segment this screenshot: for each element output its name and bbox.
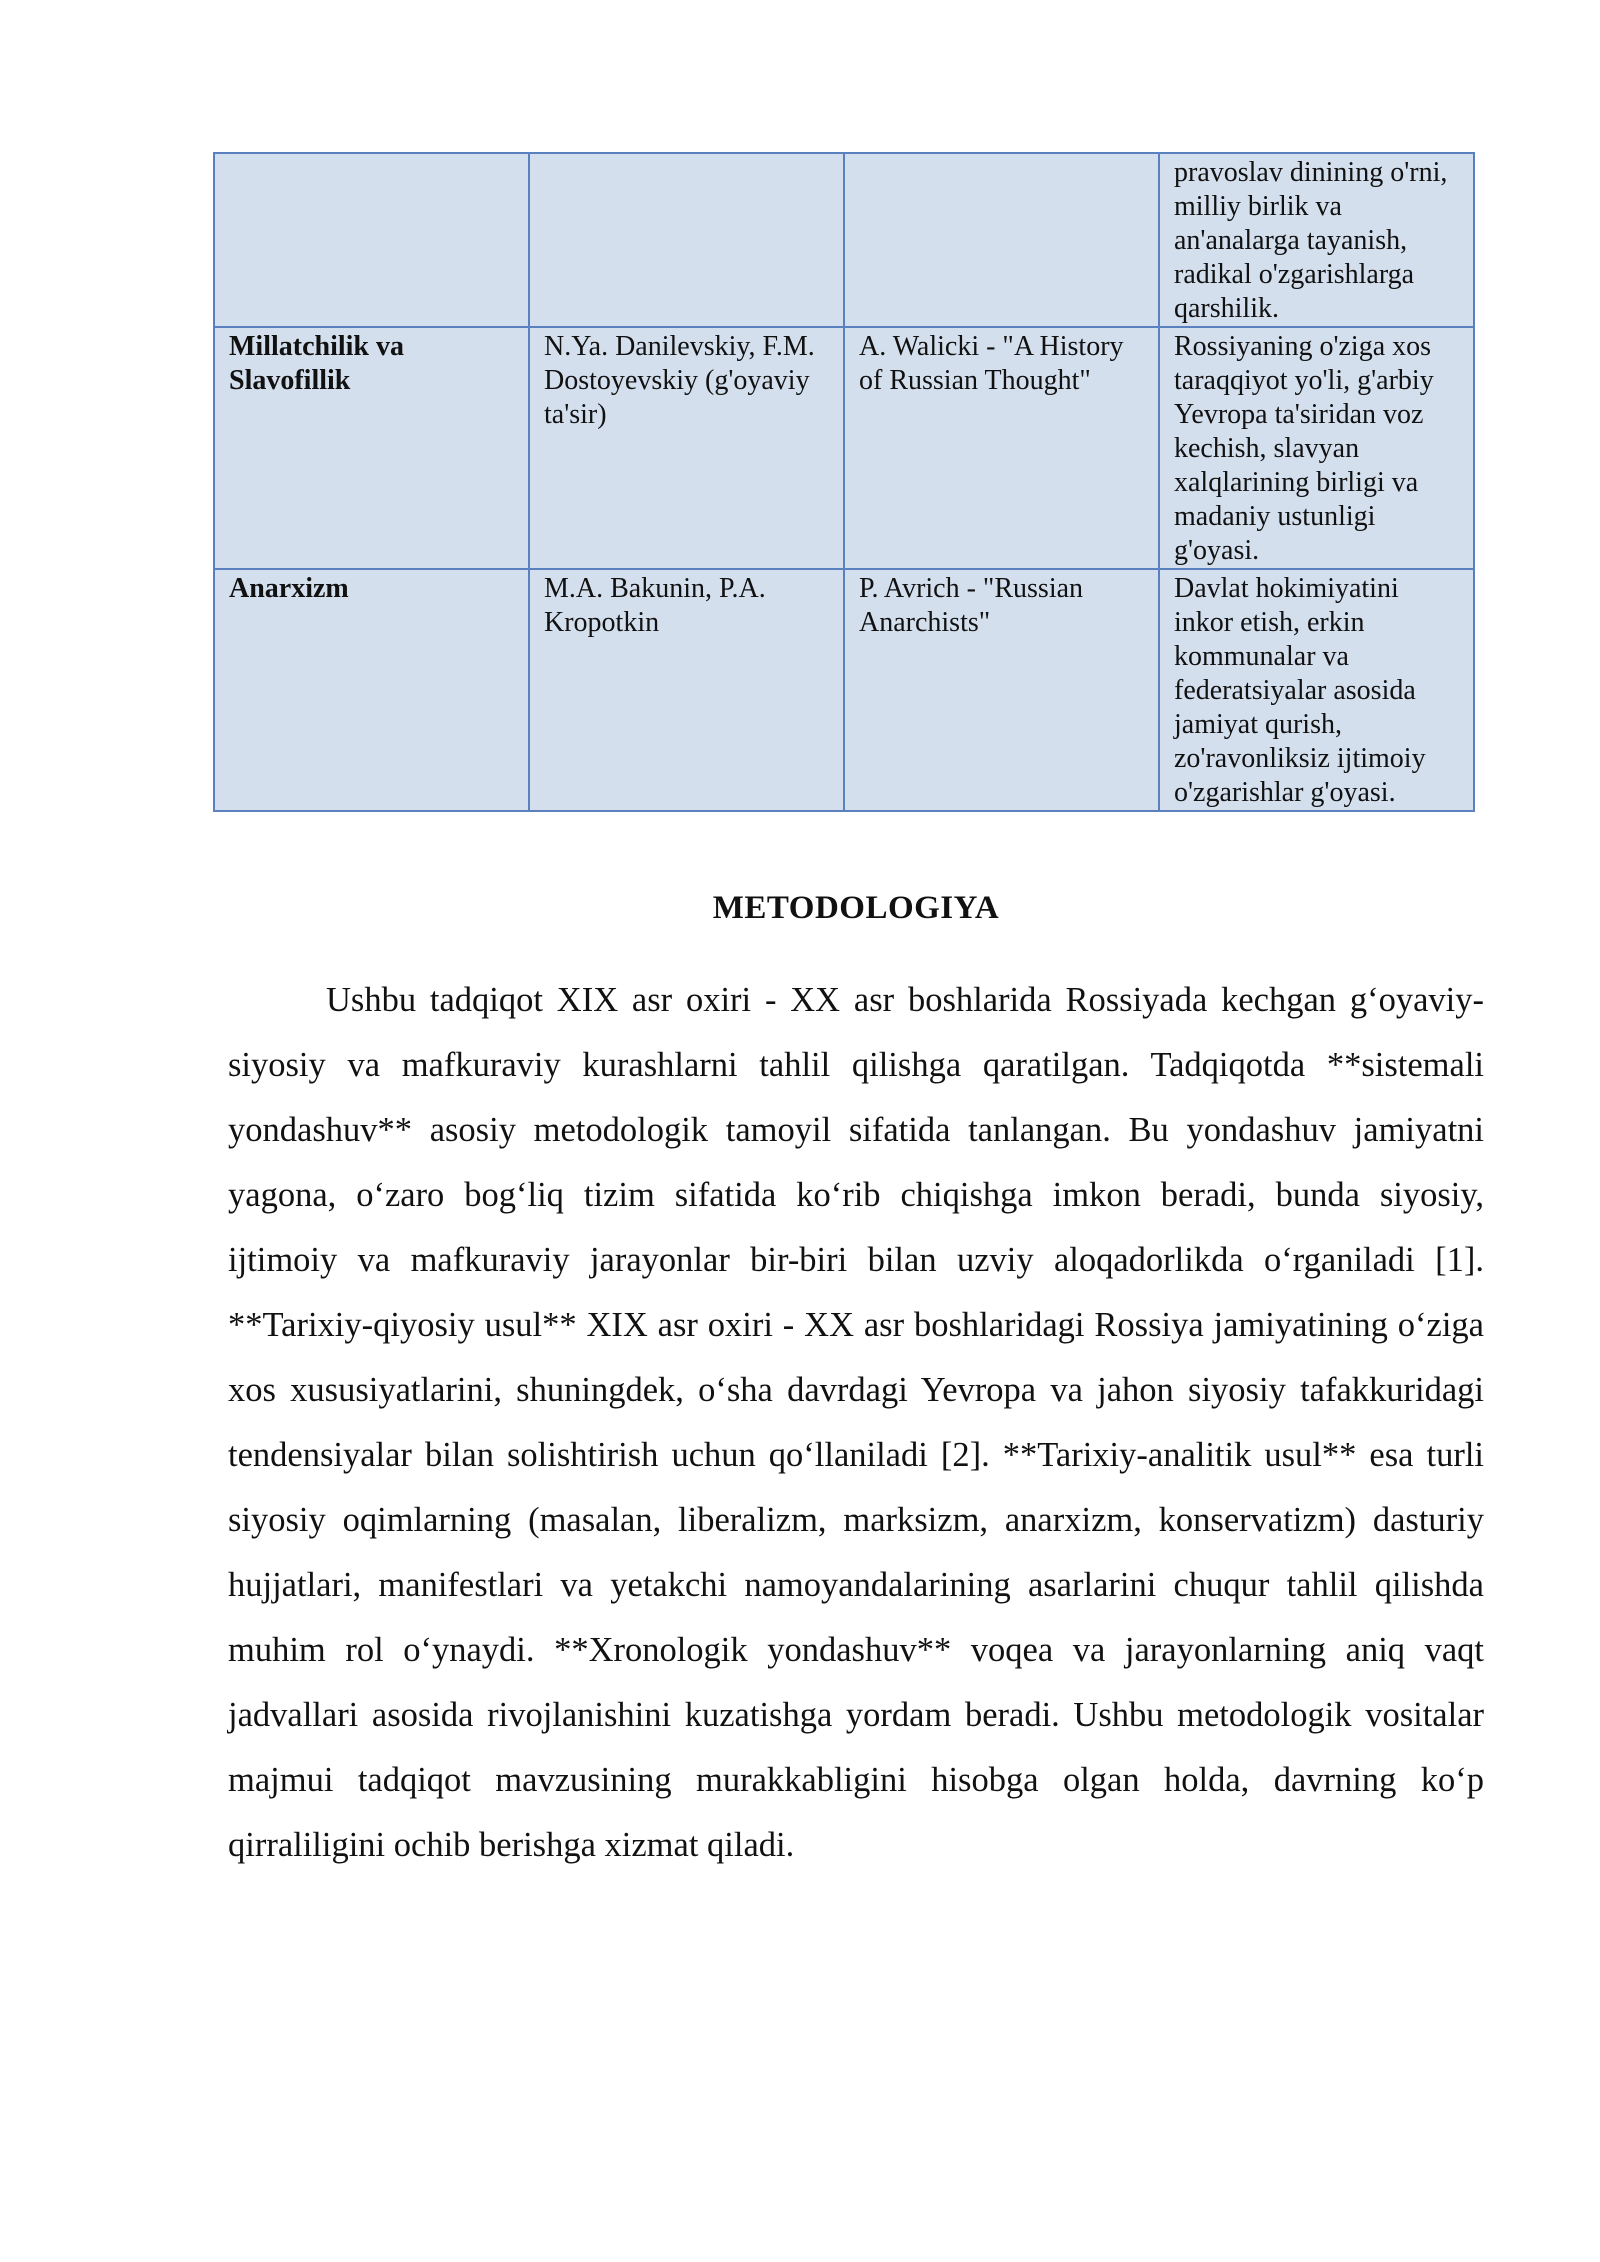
table-row — [214, 153, 1474, 327]
figures-cell: N.Ya. Danilevskiy, F.M. Dostoyevskiy (g'oyaviy ta'sir) — [529, 327, 844, 569]
section-heading: METODOLOGIYA — [712, 890, 1000, 926]
ideas-cell: pravoslav dinining o'rni, milliy birlik va an'analarga tayanish, radikal o'zgarishlarga qarshilik. — [1159, 153, 1474, 327]
figures-cell: M.A. Bakunin, P.A. Kropotkin — [529, 569, 844, 811]
ideas-cell: Rossiyaning o'ziga xos taraqqiyot yo'li, g'arbiy Yevropa ta'siridan voz kechish, slavyan xalqlarining birligi va madaniy ustunligi g'oyasi. — [1159, 327, 1474, 569]
source-cell: A. Walicki - "A History of Russian Thought" — [844, 327, 1159, 569]
ideologies-table — [213, 152, 1475, 812]
ideas-cell: Davlat hokimiyatini inkor etish, erkin kommunalar va federatsiyalar asosida jamiyat qurish, zo'ravonliksiz ijtimoiy o'zgarishlar g'oyasi. — [1159, 569, 1474, 811]
figures-cell — [529, 153, 844, 327]
source-cell: P. Avrich - "Russian Anarchists" — [844, 569, 1159, 811]
movement-cell: Anarxizm — [214, 569, 529, 811]
table-row — [214, 327, 1474, 569]
movement-cell: Millatchilik va Slavofillik — [214, 327, 529, 569]
source-cell — [844, 153, 1159, 327]
movement-cell — [214, 153, 529, 327]
body-paragraph: Ushbu tadqiqot XIX asr oxiri - XX asr boshlarida Rossiyada kechgan g‘oyaviy-siyosiy va mafkuraviy kurashlarni tahlil qilishga qaratilgan. Tadqiqotda **sistemali yondashuv** asosiy metodologik tamoyil sifatida tanlangan. Bu yondashuv jamiyatni yagona, o‘zaro bog‘liq tizim sifatida ko‘rib chiqishga imkon beradi, bunda siyosiy, ijtimoiy va mafkuraviy jarayonlar bir-biri bilan uzviy aloqadorlikda o‘rganiladi [1]. **Tarixiy-qiyosiy usul** XIX asr oxiri - XX asr boshlaridagi Rossiya jamiyatining o‘ziga xos xususiyatlarini, shuningdek, o‘sha davrdagi Yevropa va jahon siyosiy tafakkuridagi tendensiyalar bilan solishtirish uchun qo‘llaniladi [2]. **Tarixiy-analitik usul** esa turli siyosiy oqimlarning (masalan, liberalizm, marksizm, anarxizm, konservatizm) dasturiy hujjatlari, manifestlari va yetakchi namoyandalarining asarlarini chuqur tahlil qilishda muhim rol o‘ynaydi. **Xronologik yondashuv** voqea va jarayonlarning aniq vaqt jadvallari asosida rivojlanishini kuzatishga yordam beradi. Ushbu metodologik vositalar majmui tadqiqot mavzusining murakkabligini hisobga olgan holda, davrning ko‘p qirraliligini ochib berishga xizmat qiladi. — [228, 981, 1484, 1864]
table-row — [214, 569, 1474, 811]
